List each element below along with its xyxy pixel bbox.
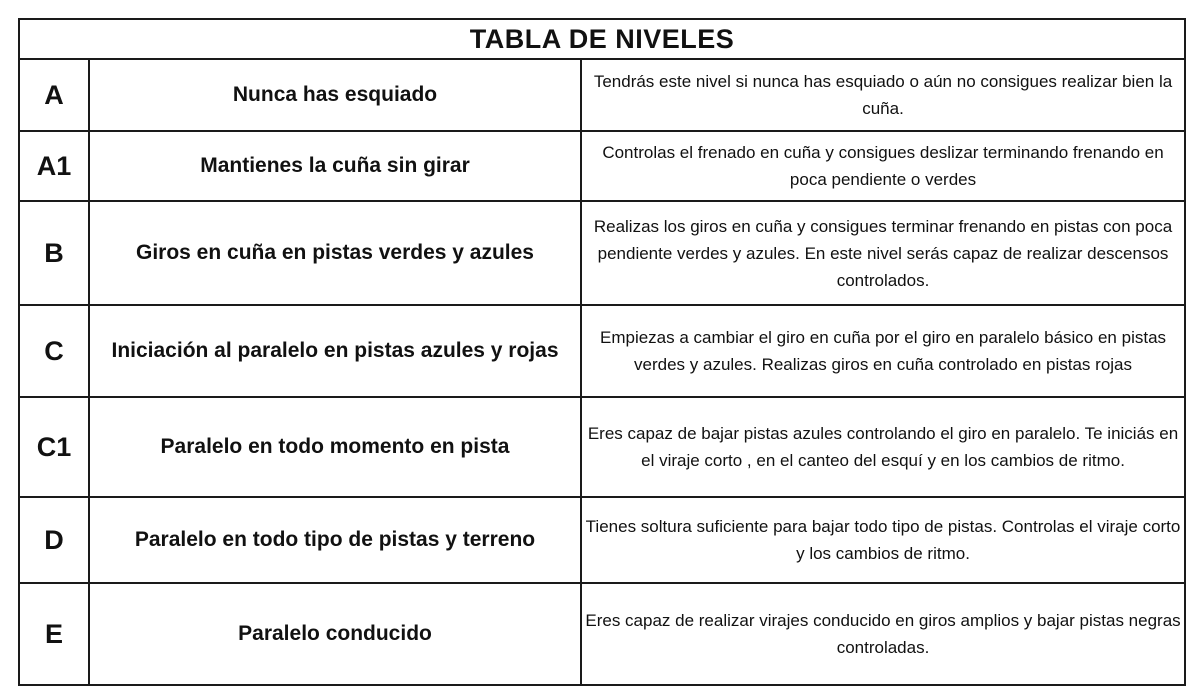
table-row [19,59,1185,131]
level-description: Realizas los giros en cuña y consigues terminar frenando en pistas con poca pendiente verdes y azules. En este nivel serás capaz de realizar descensos controlados. [581,201,1185,305]
table-row [19,497,1185,583]
level-code: A [19,59,89,131]
table-row [19,131,1185,201]
level-description: Empiezas a cambiar el giro en cuña por el giro en paralelo básico en pistas verdes y azules. Realizas giros en cuña controlado en pistas rojas [581,305,1185,397]
level-description: Eres capaz de bajar pistas azules controlando el giro en paralelo. Te iniciás en el viraje corto , en el canteo del esquí y en los cambios de ritmo. [581,397,1185,497]
level-description: Tienes soltura suficiente para bajar todo tipo de pistas. Controlas el viraje corto y los cambios de ritmo. [581,497,1185,583]
level-description: Controlas el frenado en cuña y consigues deslizar terminando frenando en poca pendiente o verdes [581,131,1185,201]
title-row [19,19,1185,59]
levels-table-container [18,18,1184,682]
levels-table [18,18,1186,686]
table-row [19,201,1185,305]
level-description: Eres capaz de realizar virajes conducido en giros amplios y bajar pistas negras controladas. [581,583,1185,685]
table-row [19,583,1185,685]
level-code: E [19,583,89,685]
level-name: Paralelo en todo momento en pista [89,397,581,497]
level-name: Giros en cuña en pistas verdes y azules [89,201,581,305]
level-code: A1 [19,131,89,201]
level-name: Paralelo conducido [89,583,581,685]
table-row [19,397,1185,497]
level-code: C1 [19,397,89,497]
table-row [19,305,1185,397]
level-name: Nunca has esquiado [89,59,581,131]
level-name: Mantienes la cuña sin girar [89,131,581,201]
level-name: Paralelo en todo tipo de pistas y terreno [89,497,581,583]
level-name: Iniciación al paralelo en pistas azules y rojas [89,305,581,397]
level-code: D [19,497,89,583]
level-code: C [19,305,89,397]
level-code: B [19,201,89,305]
level-description: Tendrás este nivel si nunca has esquiado o aún no consigues realizar bien la cuña. [581,59,1185,131]
table-title: TABLA DE NIVELES [19,19,1185,59]
